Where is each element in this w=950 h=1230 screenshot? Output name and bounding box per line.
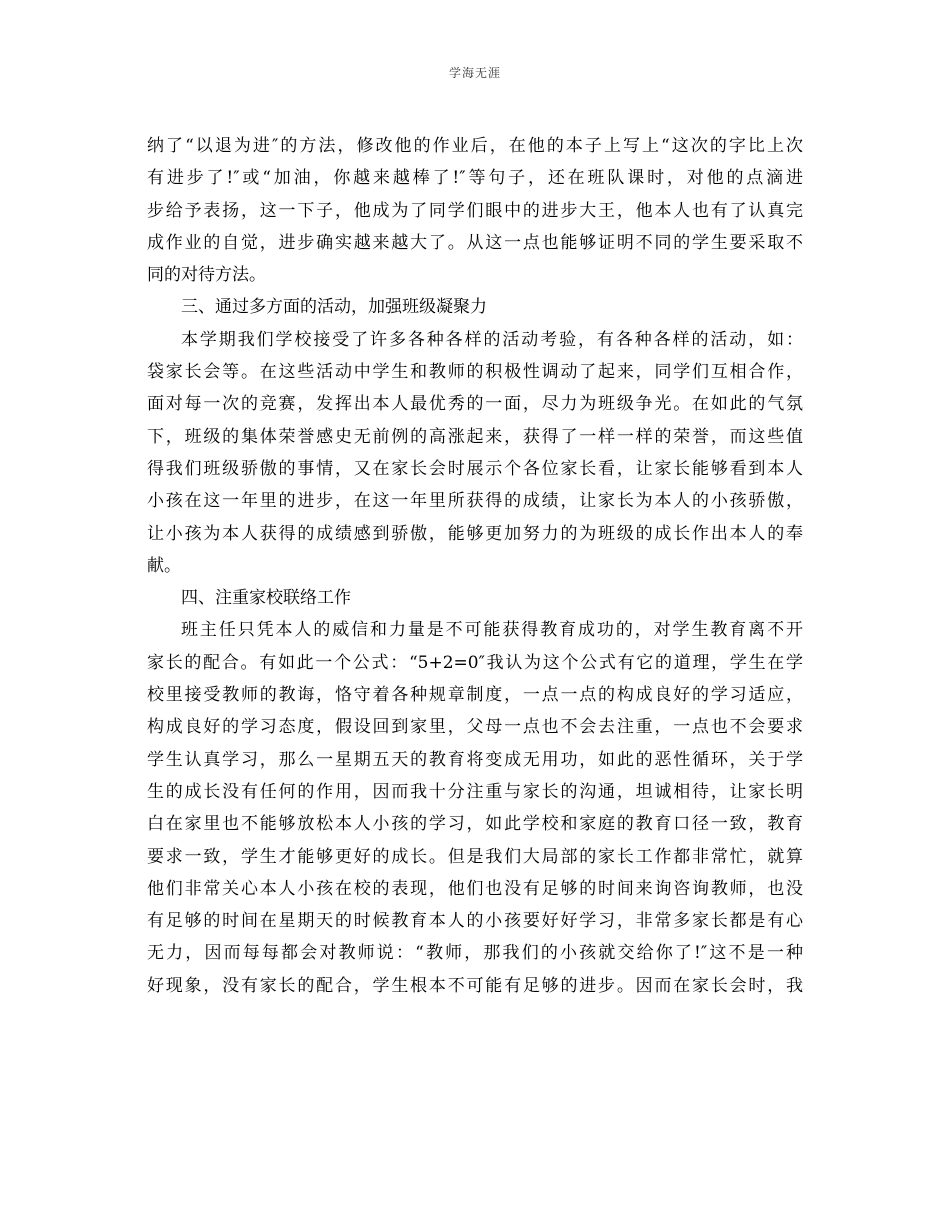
text-line: 白在家里也不能够放松本人小孩的学习，如此学校和家庭的教育口径一致，教育 [147,814,803,835]
text-line: 本学期我们学校接受了许多各种各样的活动考验，有各种各样的活动，如： [181,329,803,350]
text-line: 要求一致，学生才能够更好的成长。但是我们大局部的家长工作都非常忙，就算 [147,846,803,867]
page-header: 学海无涯 [448,66,501,80]
text-line: 得我们班级骄傲的事情，又在家长会时展示个各位家长看，让家长能够看到本人 [147,458,803,479]
text-line: 班主任只凭本人的威信和力量是不可能获得教育成功的，对学生教育离不开 [181,620,803,641]
text-line: 生的成长没有任何的作用，因而我十分注重与家长的沟通，坦诚相待，让家长明 [147,781,803,802]
text-line: 好现象，没有家长的配合，学生根本不可能有足够的进步。因而在家长会时，我 [147,975,803,996]
text-line: 有足够的时间在星期天的时候教育本人的小孩要好好学习，非常多家长都是有心 [147,911,803,932]
heading-text: 三、通过多方面的活动，加强班级凝聚力 [181,297,487,318]
paragraph-3 [147,614,803,1002]
text-line: 下，班级的集体荣誉感史无前例的高涨起来，获得了一样一样的荣誉，而这些值 [147,426,803,447]
text-line: 步给予表扬，这一下子，他成为了同学们眼中的进步大王，他本人也有了认真完 [147,200,803,221]
text-line: 纳了“以退为进″的方法，修改他的作业后，在他的本子上写上“这次的字比上次 [147,136,803,156]
paragraph-2 [147,324,803,582]
text-line: 他们非常关心本人小孩在校的表现，他们也没有足够的时间来询咨询教师，也没 [147,878,803,899]
document-body [147,130,803,1002]
text-line: 同的对待方法。 [147,265,266,286]
heading-text: 四、注重家校联络工作 [181,588,351,609]
text-line: 献。 [147,555,181,576]
paragraph-1 [147,130,803,291]
text-line: 无力，因而每每都会对教师说：“教师，那我们的小孩就交给你了!″这不是一种 [147,943,803,964]
section-heading-4 [147,582,803,614]
text-line: 小孩在这一年里的进步，在这一年里所获得的成绩，让家长为本人的小孩骄傲， [147,491,803,512]
section-heading-3 [147,291,803,323]
text-line: 家长的配合。有如此一个公式：“5+2=0″我认为这个公式有它的道理，学生在学 [147,652,803,673]
text-line: 成作业的自觉，进步确实越来越大了。从这一点也能够证明不同的学生要采取不 [147,232,803,253]
text-line: 校里接受教师的教诲，恪守着各种规章制度，一点一点的构成良好的学习适应， [147,685,803,706]
text-line: 面对每一次的竞赛，发挥出本人最优秀的一面，尽力为班级争光。在如此的气氛 [147,394,803,415]
text-line: 有进步了!″或“加油，你越来越棒了!″等句子，还在班队课时，对他的点滴进 [147,168,803,189]
text-line: 学生认真学习，那么一星期五天的教育将变成无用功，如此的恶性循环，关于学 [147,749,803,770]
text-line: 袋家长会等。在这些活动中学生和教师的积极性调动了起来，同学们互相合作， [147,362,803,383]
text-line: 让小孩为本人获得的成绩感到骄傲，能够更加努力的为班级的成长作出本人的奉 [147,523,803,544]
text-line: 构成良好的学习态度，假设回到家里，父母一点也不会去注重，一点也不会要求 [147,717,803,738]
